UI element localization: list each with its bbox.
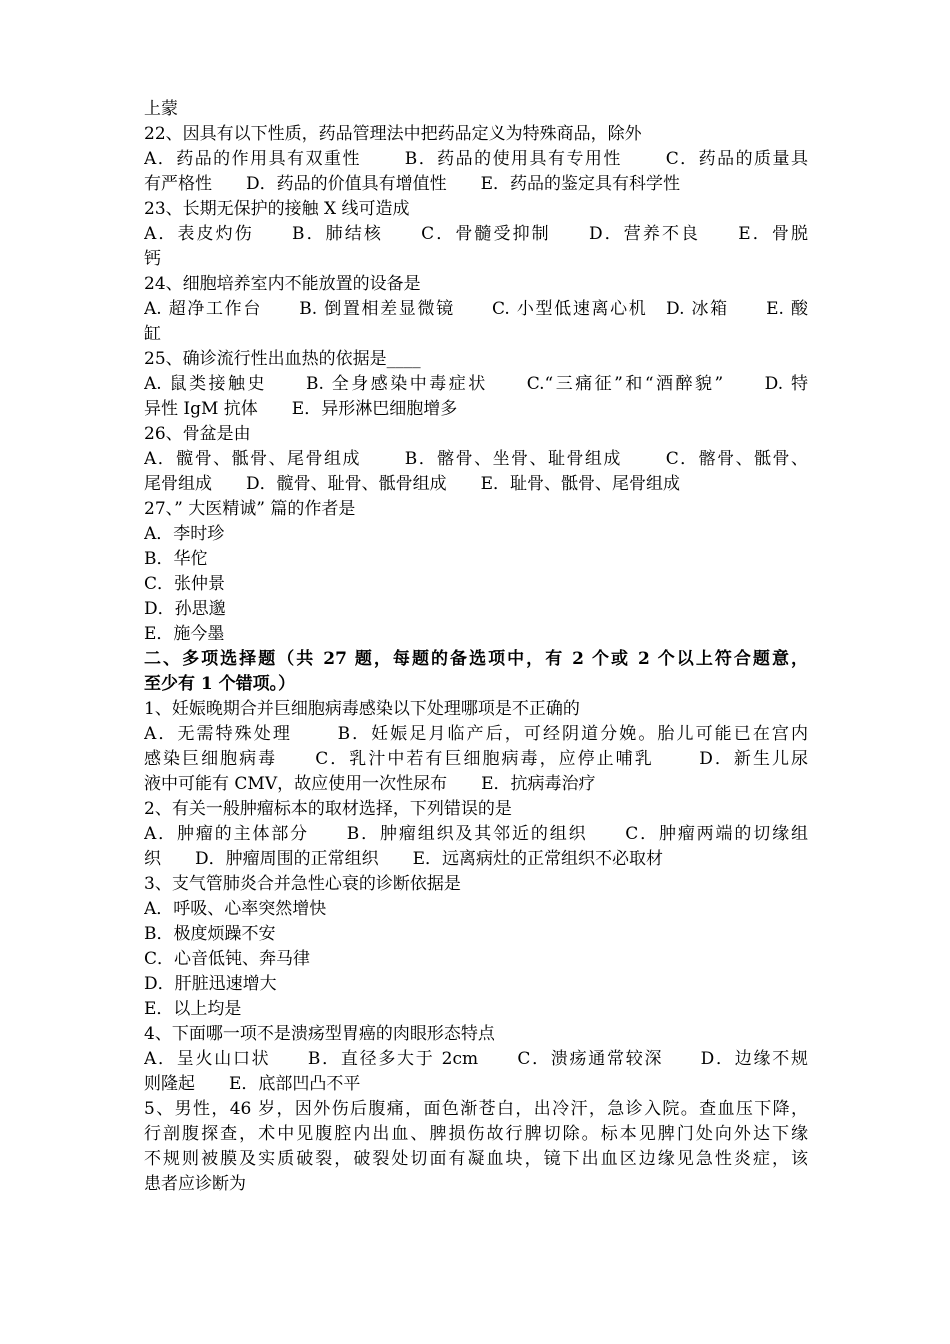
text-line: 1、妊娠晚期合并巨细胞病毒感染以下处理哪项是不正确的 (144, 699, 580, 719)
text-line: B．极度烦躁不安 (144, 924, 276, 944)
section-heading-line: 二、多项选择题（共 27 题，每题的备选项中，有 2 个或 2 个以上符合题意， (144, 649, 808, 669)
text-line: 上蒙 (144, 99, 178, 119)
text-line: A．李时珍 (144, 524, 225, 544)
text-line: 织 D．肿瘤周围的正常组织 E．远离病灶的正常组织不必取材 (144, 849, 664, 869)
text-line: 2、有关一般肿瘤标本的取材选择，下列错误的是 (144, 799, 512, 819)
text-line: A．无需特殊处理 B．妊娠足月临产后，可经阴道分娩。胎儿可能已在宫内 (144, 724, 808, 744)
text-line: A．药品的作用具有双重性 B．药品的使用具有专用性 C．药品的质量具 (144, 149, 808, 169)
text-line: C．心音低钝、奔马律 (144, 949, 311, 969)
text-line: 感染巨细胞病毒 C．乳汁中若有巨细胞病毒，应停止哺乳 D．新生儿尿 (144, 749, 808, 769)
text-line: A. 鼠类接触史 B. 全身感染中毒症状 C.“三痛征”和“酒醉貌” D. 特 (144, 374, 808, 394)
text-line: C．张仲景 (144, 574, 226, 594)
text-line: 26、骨盆是由 (144, 424, 251, 444)
text-line: 24、细胞培养室内不能放置的设备是 (144, 274, 421, 294)
text-line: 3、支气管肺炎合并急性心衰的诊断依据是 (144, 874, 461, 894)
text-line: A．表皮灼伤 B．肺结核 C．骨髓受抑制 D．营养不良 E．骨脱 (144, 224, 808, 244)
text-line: 5、男性，46 岁，因外伤后腹痛，面色渐苍白，出冷汗，急诊入院。查血压下降， (144, 1099, 808, 1119)
text-line: 缸 (144, 324, 161, 344)
text-line: D．孙思邈 (144, 599, 226, 619)
text-line: A．呈火山口状 B．直径多大于 2cm C．溃疡通常较深 D．边缘不规 (144, 1049, 808, 1069)
text-line: D．肝脏迅速增大 (144, 974, 277, 994)
text-line: E．以上均是 (144, 999, 242, 1019)
text-line: 22、因具有以下性质，药品管理法中把药品定义为特殊商品，除外 (144, 124, 642, 144)
text-line: 有严格性 D．药品的价值具有增值性 E．药品的鉴定具有科学性 (144, 174, 681, 194)
text-line: A．呼吸、心率突然增快 (144, 899, 327, 919)
text-line: 4、下面哪一项不是溃疡型胃癌的肉眼形态特点 (144, 1024, 495, 1044)
text-line: 钙 (144, 249, 161, 269)
text-line: 液中可能有 CMV，故应使用一次性尿布 E．抗病毒治疗 (144, 774, 596, 794)
text-line: A．肿瘤的主体部分 B．肿瘤组织及其邻近的组织 C．肿瘤两端的切缘组 (144, 824, 808, 844)
text-line: A. 超净工作台 B. 倒置相差显微镜 C. 小型低速离心机 D. 冰箱 E. 酸 (144, 299, 808, 319)
document-body (144, 97, 808, 1197)
text-line: 异性 IgM 抗体 E．异形淋巴细胞增多 (144, 399, 458, 419)
section-heading-line: 至少有 1 个错项。） (144, 674, 296, 694)
text-line: 尾骨组成 D．髋骨、耻骨、骶骨组成 E．耻骨、骶骨、尾骨组成 (144, 474, 681, 494)
text-line: E．施今墨 (144, 624, 225, 644)
text-line: 23、长期无保护的接触 X 线可造成 (144, 199, 410, 219)
text-line: 25、确诊流行性出血热的依据是____ (144, 349, 421, 369)
text-line: 行剖腹探查，术中见腹腔内出血、脾损伤故行脾切除。标本见脾门处向外达下缘 (144, 1124, 808, 1144)
text-line: B．华佗 (144, 549, 208, 569)
text-line: A．髋骨、骶骨、尾骨组成 B．髂骨、坐骨、耻骨组成 C．髂骨、骶骨、 (144, 449, 808, 469)
text-line: 则隆起 E．底部凹凸不平 (144, 1074, 361, 1094)
text-line: 27、” 大医精诚” 篇的作者是 (144, 499, 356, 519)
text-line: 不规则被膜及实质破裂，破裂处切面有凝血块，镜下出血区边缘见急性炎症，该 (144, 1149, 808, 1169)
text-line: 患者应诊断为 (144, 1174, 246, 1194)
